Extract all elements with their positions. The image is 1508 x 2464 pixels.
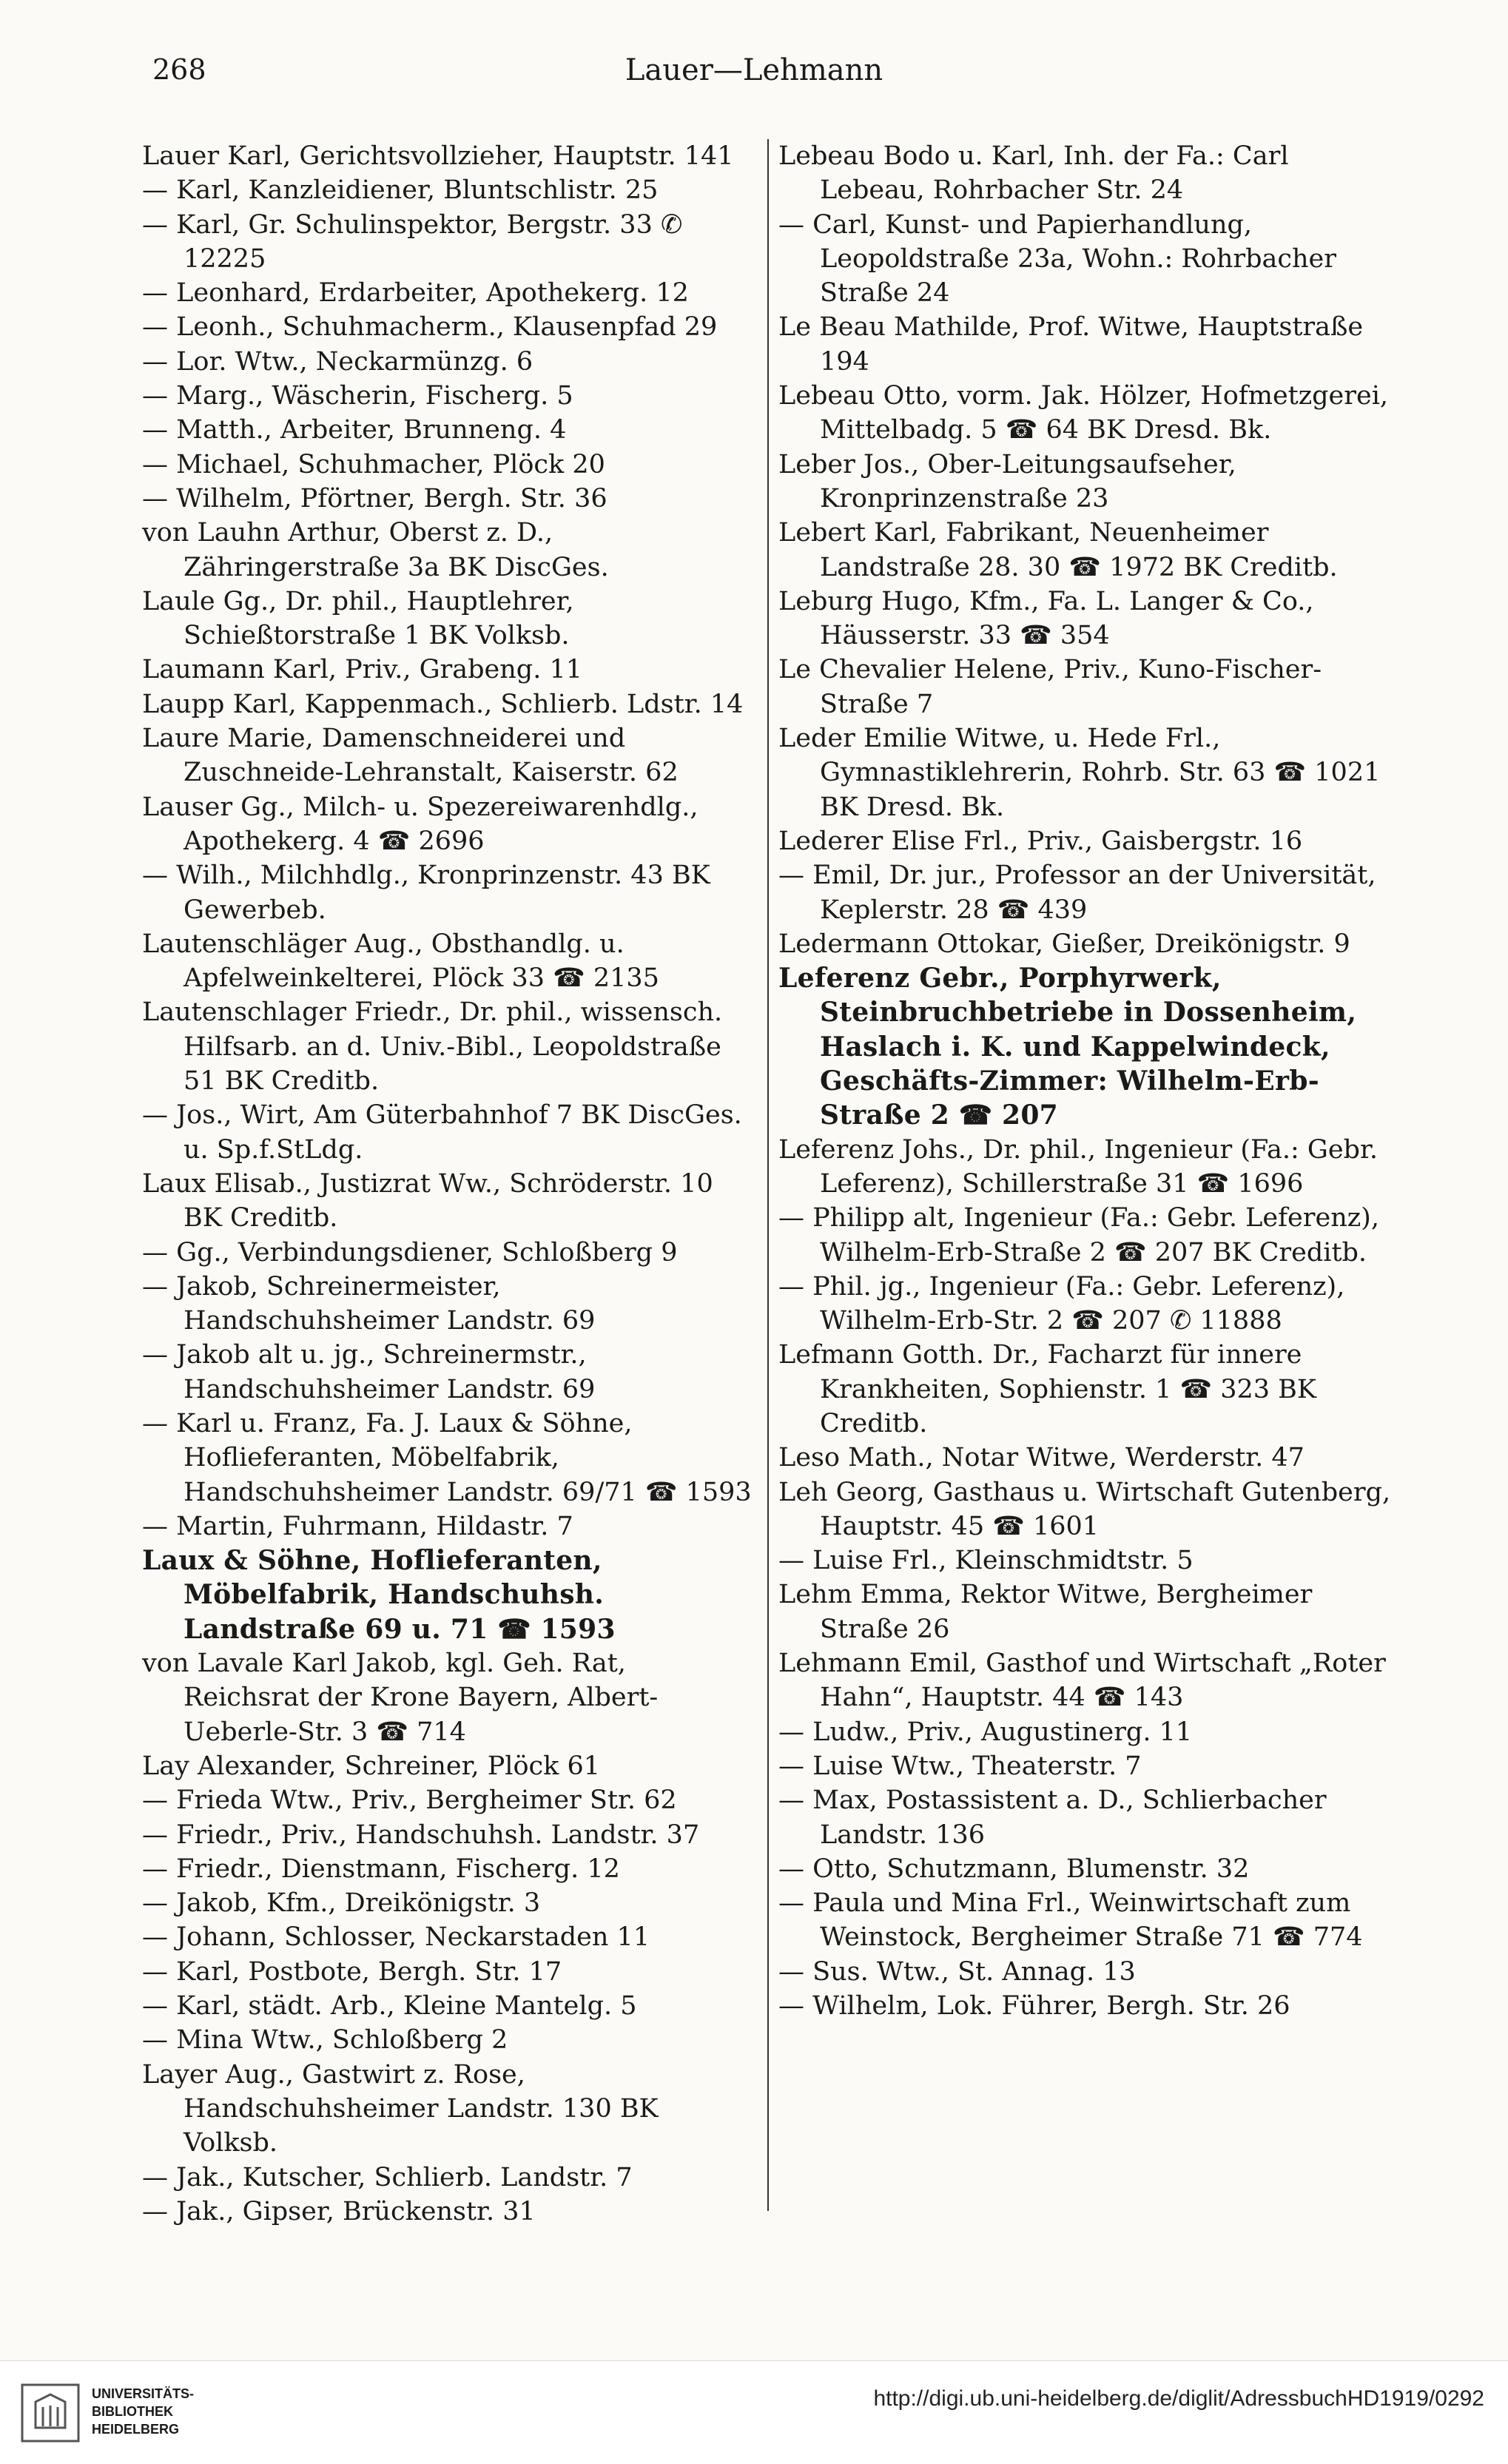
right-column [778,139,1400,2023]
directory-entry: — Martin, Fuhrmann, Hildastr. 7 [142,1511,573,1541]
directory-entry: Lauer Karl, Gerichtsvollzieher, Hauptstr. 141 [142,141,734,171]
directory-entry: Leburg Hugo, Kfm., Fa. L. Langer & Co., Häusserstr. 33 ☎ 354 [778,586,1314,651]
directory-entry: — Emil, Dr. jur., Professor an der Universität, Keplerstr. 28 ☎ 439 [778,861,1376,925]
directory-entry: — Friedr., Dienstmann, Fischerg. 12 [142,1854,620,1884]
directory-entry: — Gg., Verbindungsdiener, Schloßberg 9 [142,1237,678,1268]
source-url-link[interactable]: http://digi.ub.uni-heidelberg.de/diglit/AdressbuchHD1919/0292 [873,2386,1484,2411]
directory-entry: Leferenz Johs., Dr. phil., Ingenieur (Fa.: Gebr. Leferenz), Schillerstraße 31 ☎ 1696 [778,1134,1378,1199]
directory-entry: — Phil. jg., Ingenieur (Fa.: Gebr. Leferenz), Wilhelm-Erb-Str. 2 ☎ 207 ✆ 11888 [778,1271,1345,1336]
left-column [142,139,758,2229]
directory-entry: — Mina Wtw., Schloßberg 2 [142,2025,508,2056]
directory-entry: Laure Marie, Damenschneiderei und Zuschneide-Lehranstalt, Kaiserstr. 62 [142,724,679,788]
directory-entry: Lauser Gg., Milch- u. Spezereiwarenhdlg., Apothekerg. 4 ☎ 2696 [142,792,699,856]
directory-entry: Lebeau Otto, vorm. Jak. Hölzer, Hofmetzgerei, Mittelbadg. 5 ☎ 64 BK Dresd. Bk. [778,381,1389,445]
directory-entry: — Jak., Kutscher, Schlierb. Landstr. 7 [142,2162,633,2192]
directory-entry: Lay Alexander, Schreiner, Plöck 61 [142,1751,601,1781]
directory-entry: Layer Aug., Gastwirt z. Rose, Handschuhsheimer Landstr. 130 BK Volksb. [142,2059,659,2158]
directory-entry: — Luise Wtw., Theaterstr. 7 [778,1751,1142,1781]
directory-entry: — Karl, Gr. Schulinspektor, Bergstr. 33 ✆ 12225 [142,209,683,274]
directory-entry: Le Beau Mathilde, Prof. Witwe, Hauptstraße 194 [778,312,1364,377]
directory-entry: von Lavale Karl Jakob, kgl. Geh. Rat, Reichsrat der Krone Bayern, Albert-Ueberle-Str. 3 ☎ 714 [142,1649,659,1747]
directory-entry: Laux Elisab., Justizrat Ww., Schröderstr. 10 BK Creditb. [142,1168,713,1233]
library-name-line: BIBLIOTHEK [92,2404,173,2419]
directory-entry: — Jos., Wirt, Am Güterbahnhof 7 BK DiscGes. u. Sp.f.StLdg. [142,1100,742,1165]
directory-entry: — Frieda Wtw., Priv., Bergheimer Str. 62 [142,1785,677,1816]
directory-entry: Le Chevalier Helene, Priv., Kuno-Fischer-Straße 7 [778,655,1322,719]
column-divider [767,139,769,2211]
directory-entry: — Leonh., Schuhmacherm., Klausenpfad 29 [142,312,718,343]
directory-entry: Lebert Karl, Fabrikant, Neuenheimer Landstraße 28. 30 ☎ 1972 BK Creditb. [778,518,1338,582]
directory-entry: — Max, Postassistent a. D., Schlierbacher Landstr. 136 [778,1785,1327,1850]
directory-entry: Lefmann Gotth. Dr., Facharzt für innere Krankheiten, Sophienstr. 1 ☎ 323 BK Creditb. [778,1340,1317,1438]
page-number: 268 [152,53,206,86]
library-name [92,2385,194,2438]
library-name-line: HEIDELBERG [92,2422,180,2437]
directory-entry: — Wilhelm, Pförtner, Bergh. Str. 36 [142,483,607,514]
directory-entry: — Sus. Wtw., St. Annag. 13 [778,1956,1136,1987]
footer-bar [0,2360,1508,2464]
directory-entry: Lebeau Bodo u. Karl, Inh. der Fa.: Carl Lebeau, Rohrbacher Str. 24 [778,141,1289,206]
directory-entry: von Lauhn Arthur, Oberst z. D., Zähringerstraße 3a BK DiscGes. [142,518,609,582]
directory-entry: — Wilhelm, Lok. Führer, Bergh. Str. 26 [778,1991,1290,2022]
directory-entry: Leso Math., Notar Witwe, Werderstr. 47 [778,1443,1305,1473]
directory-entry: Lederer Elise Frl., Priv., Gaisbergstr. 16 [778,826,1303,856]
directory-entry: — Jakob, Kfm., Dreikönigstr. 3 [142,1888,541,1919]
directory-entry: — Friedr., Priv., Handschuhsh. Landstr. 37 [142,1820,700,1850]
directory-entry: — Matth., Arbeiter, Brunneng. 4 [142,415,567,445]
directory-entry: — Michael, Schuhmacher, Plöck 20 [142,449,605,479]
running-title: Lauer—Lehmann [625,53,883,87]
directory-entry: — Karl, städt. Arb., Kleine Mantelg. 5 [142,1991,637,2022]
directory-entry: — Karl, Kanzleidiener, Bluntschlistr. 25 [142,175,659,206]
directory-entry: Lautenschläger Aug., Obsthandlg. u. Apfelweinkelterei, Plöck 33 ☎ 2135 [142,929,659,994]
directory-entry: Laupp Karl, Kappenmach., Schlierb. Ldstr. 14 [142,689,744,719]
directory-entry: — Leonhard, Erdarbeiter, Apothekerg. 12 [142,278,689,309]
directory-entry: — Lor. Wtw., Neckarmünzg. 6 [142,346,533,377]
directory-entry: — Marg., Wäscherin, Fischerg. 5 [142,381,573,411]
directory-entry: Laumann Karl, Priv., Grabeng. 11 [142,655,582,685]
directory-entry: — Philipp alt, Ingenieur (Fa.: Gebr. Leferenz), Wilhelm-Erb-Straße 2 ☎ 207 BK Creditb. [778,1203,1379,1268]
directory-entry: — Paula und Mina Frl., Weinwirtschaft zum Weinstock, Bergheimer Straße 71 ☎ 774 [778,1888,1363,1953]
directory-entry: Leferenz Gebr., Porphyrwerk, Steinbruchbetriebe in Dossenheim, Haslach i. K. und Kappelwindeck, Geschäfts-Zimmer: Wilhelm-Erb-Straße 2 ☎ 207 [778,963,1357,1131]
directory-entry: — Jakob, Schreinermeister, Handschuhsheimer Landstr. 69 [142,1271,596,1336]
directory-entry: — Wilh., Milchhdlg., Kronprinzenstr. 43 BK Gewerbeb. [142,861,710,925]
directory-entry: — Johann, Schlosser, Neckarstaden 11 [142,1922,650,1953]
directory-entry: — Luise Frl., Kleinschmidtstr. 5 [778,1546,1194,1576]
directory-entry: — Otto, Schutzmann, Blumenstr. 32 [778,1854,1250,1884]
directory-entry: — Carl, Kunst- und Papierhandlung, Leopoldstraße 23a, Wohn.: Rohrbacher Straße 24 [778,209,1336,309]
directory-entry: Laux & Söhne, Hoflieferanten, Möbelfabrik, Handschuhsh. Landstraße 69 u. 71 ☎ 1593 [142,1545,616,1645]
directory-entry: — Ludw., Priv., Augustinerg. 11 [778,1717,1193,1747]
directory-entry: Leder Emilie Witwe, u. Hede Frl., Gymnastiklehrerin, Rohrb. Str. 63 ☎ 1021 BK Dresd. Bk. [778,724,1381,822]
directory-entry: Leber Jos., Ober-Leitungsaufseher, Kronprinzenstraße 23 [778,449,1236,514]
directory-entry: Leh Georg, Gasthaus u. Wirtschaft Gutenberg, Hauptstr. 45 ☎ 1601 [778,1477,1391,1541]
directory-entry: Lehm Emma, Rektor Witwe, Bergheimer Straße 26 [778,1580,1313,1644]
university-seal-icon [21,2383,80,2443]
directory-entry: — Karl u. Franz, Fa. J. Laux & Söhne, Hoflieferanten, Möbelfabrik, Handschuhsheimer Landstr. 69/71 ☎ 1593 [142,1408,752,1507]
library-name-line: UNIVERSITÄTS- [92,2386,195,2401]
directory-entry: — Jakob alt u. jg., Schreinermstr., Handschuhsheimer Landstr. 69 [142,1340,596,1404]
directory-entry: — Jak., Gipser, Brückenstr. 31 [142,2196,536,2226]
directory-entry: Lautenschlager Friedr., Dr. phil., wissensch. Hilfsarb. an d. Univ.-Bibl., Leopoldstraße 51 BK Creditb. [142,997,723,1097]
directory-entry: Ledermann Ottokar, Gießer, Dreikönigstr. 9 [778,929,1350,959]
library-logo [21,2377,213,2451]
directory-entry: Laule Gg., Dr. phil., Hauptlehrer, Schießtorstraße 1 BK Volksb. [142,586,574,651]
directory-entry: — Karl, Postbote, Bergh. Str. 17 [142,1956,562,1987]
directory-entry: Lehmann Emil, Gasthof und Wirtschaft „Roter Hahn“, Hauptstr. 44 ☎ 143 [778,1649,1386,1713]
